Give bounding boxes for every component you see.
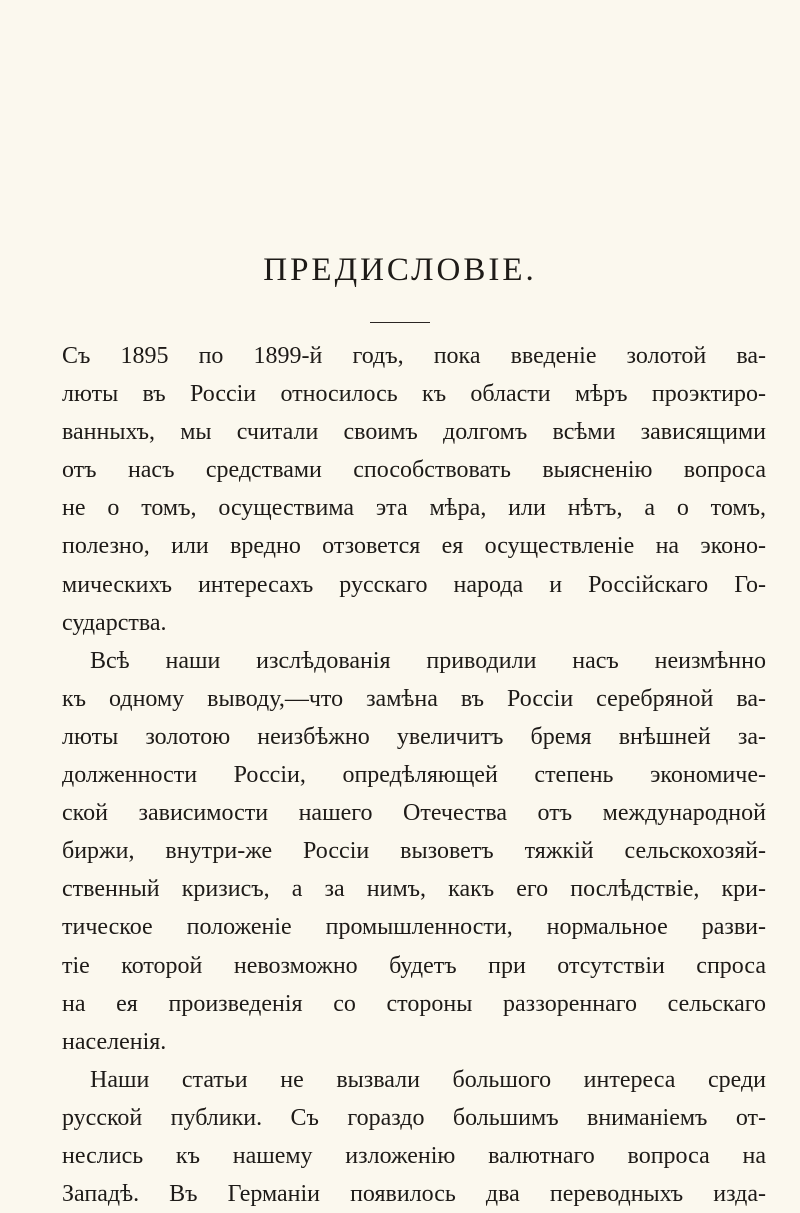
body-text [62, 337, 766, 1213]
text-line: люты золотою неизбѣжно увеличитъ бремя внѣшней за- [62, 723, 766, 750]
text-line: мическихъ интересахъ русскаго народа и Россійскаго Го- [62, 571, 766, 598]
text-line: Западѣ. Въ Германіи появилось два переводныхъ изда- [62, 1181, 766, 1208]
text-line: ственный кризисъ, а за нимъ, какъ его послѣдствіе, кри- [62, 876, 766, 903]
text-line: Съ 1895 по 1899-й годъ, пока введеніе золотой ва- [62, 343, 766, 369]
text-line: сударства. [62, 609, 167, 636]
text-line: долженности Россіи, опредѣляющей степень экономиче- [62, 762, 766, 789]
text-line: къ одному выводу,—что замѣна въ Россіи серебряной ва- [62, 685, 766, 712]
text-line: Всѣ наши изслѣдованія приводили насъ неизмѣнно [90, 647, 766, 674]
text-line: ской зависимости нашего Отечества отъ международной [62, 800, 766, 827]
text-line: люты въ Россіи относилось къ области мѣръ проэктиро- [62, 381, 766, 408]
text-line: русской публики. Съ гораздо большимъ вниманіемъ от- [62, 1104, 766, 1131]
title-divider [370, 322, 430, 323]
text-line: тическое положеніе промышленности, нормальное разви- [62, 914, 766, 941]
text-line: Наши статьи не вызвали большого интереса среди [90, 1066, 766, 1093]
text-line: населенія. [62, 1028, 167, 1055]
text-line: не о томъ, осуществима эта мѣра, или нѣтъ, а о томъ, [62, 495, 766, 522]
text-line: тіе которой невозможно будетъ при отсутствіи спроса [62, 952, 766, 979]
text-line: неслись къ нашему изложенію валютнаго вопроса на [62, 1142, 766, 1169]
page-title: ПРЕДИСЛОВІЕ. [263, 252, 537, 288]
text-line: ванныхъ, мы считали своимъ долгомъ всѣми зависящими [62, 419, 766, 446]
text-line: полезно, или вредно отзовется ея осуществленіе на эконо- [62, 533, 766, 560]
text-line: отъ насъ средствами способствовать выясненію вопроса [62, 457, 766, 484]
text-line: биржи, внутри-же Россіи вызоветъ тяжкій сельскохозяй- [62, 838, 766, 865]
text-line: на ея произведенія со стороны раззореннаго сельскаго [62, 990, 766, 1017]
